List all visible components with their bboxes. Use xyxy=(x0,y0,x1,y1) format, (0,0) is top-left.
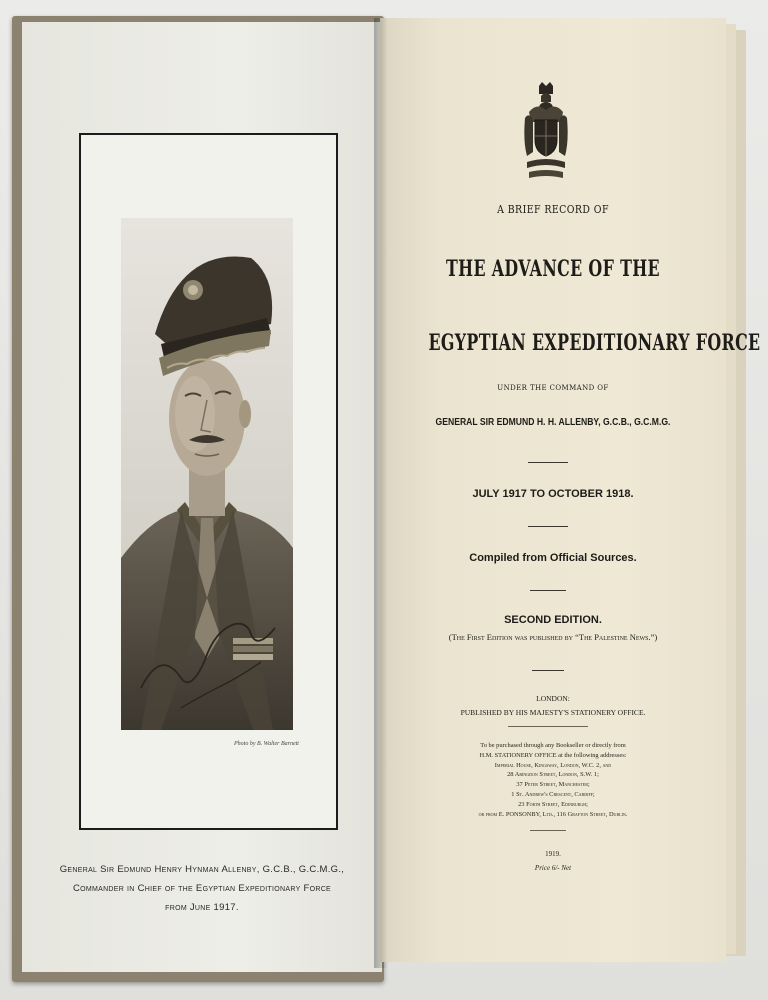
first-edition-note: (The First Edition was published by “The Palestine News.”) xyxy=(448,632,658,642)
edition: SECOND EDITION. xyxy=(504,614,602,626)
frontispiece-page xyxy=(22,22,382,972)
book-gutter-shadow xyxy=(374,18,388,968)
caption-line: from June 1917. xyxy=(165,902,239,913)
divider-rule xyxy=(530,590,566,591)
divider-rule xyxy=(528,462,568,463)
caption-line: Commander in Chief of the Egyptian Expeditionary Force xyxy=(72,883,332,894)
dates: JULY 1917 TO OCTOBER 1918. xyxy=(472,488,634,500)
divider-rule xyxy=(530,830,566,831)
address-line: or from E. PONSONBY, Ltd., 116 Grafton Street, Dublin. xyxy=(478,810,628,818)
price: Price 6/- Net xyxy=(534,864,572,872)
purchase-addresses xyxy=(380,741,726,819)
address-line: Imperial House, Kingsway, London, W.C. 2, and xyxy=(494,761,612,769)
royal-coat-of-arms-icon xyxy=(523,82,569,180)
address-line: 1 St. Andrew's Crescent, Cardiff; xyxy=(511,790,595,798)
under-command: UNDER THE COMMAND OF xyxy=(497,384,609,392)
title-intro: A BRIEF RECORD OF xyxy=(497,202,609,216)
address-line: 28 Abingdon Street, London, S.W. 1; xyxy=(507,771,599,779)
caption-line: General Sir Edmund Henry Hynman Allenby, G.C.B., G.C.M.G., xyxy=(59,864,345,875)
address-line: To be purchased through any Bookseller or directly from xyxy=(480,742,626,749)
address-line: 37 Peter Street, Manchester; xyxy=(516,781,590,789)
portrait-caption xyxy=(52,860,352,917)
title-line-2: EGYPTIAN EXPEDITIONARY FORCE xyxy=(428,330,761,356)
imprint-city: LONDON: xyxy=(536,694,570,703)
title-line-1: THE ADVANCE OF THE xyxy=(446,256,660,282)
divider-rule xyxy=(532,670,564,671)
divider-rule xyxy=(508,726,588,727)
photo-credit: Photo by B. Walter Barnett xyxy=(234,741,299,747)
publisher: PUBLISHED BY HIS MAJESTY'S STATIONERY OFFICE. xyxy=(460,708,646,717)
publication-year: 1919. xyxy=(545,850,561,858)
general-name: GENERAL SIR EDMUND H. H. ALLENBY, G.C.B., G.C.M.G. xyxy=(435,416,671,428)
portrait-frame xyxy=(79,133,338,830)
address-line: H.M. STATIONERY OFFICE at the following addresses: xyxy=(479,751,627,759)
title-page xyxy=(380,18,761,962)
portrait-photo xyxy=(121,218,293,730)
divider-rule xyxy=(528,526,568,527)
portrait-illustration xyxy=(121,218,293,730)
address-line: 23 Forth Street, Edinburgh; xyxy=(518,800,588,808)
compiled-note: Compiled from Official Sources. xyxy=(469,552,637,564)
